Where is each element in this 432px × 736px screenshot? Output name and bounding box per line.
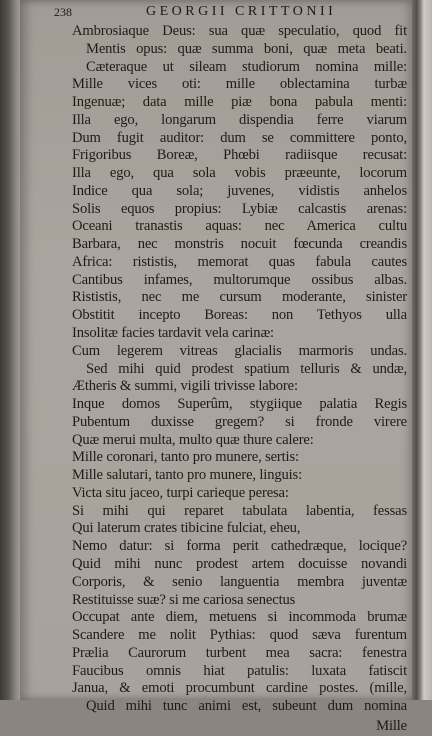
text-line: Inque domos Superûm, stygiique palatia Regis [72, 396, 407, 413]
text-line: Mille coronari, tanto pro munere, sertis: [72, 449, 299, 466]
text-line: Qui laterum crates tibicine fulciat, eheu, [72, 520, 301, 537]
text-line: Occupat ante diem, metuens si incommoda brumæ [72, 609, 407, 626]
poem-text [72, 23, 407, 736]
page [20, 0, 412, 734]
text-line: Sed mihi quid prodest spatium telluris & undæ, [86, 360, 407, 377]
text-line: Mentis opus: quæ summa boni, quæ meta beati. [86, 40, 407, 57]
text-line: Quid mihi tunc animi est, subeunt dum nomina [86, 698, 407, 715]
text-line: Solis equos propius: Lybiæ calcastis arenas: [72, 200, 407, 217]
text-line: Si mihi qui reparet tabulata labentia, fessas [72, 502, 407, 519]
text-line: Indice qua sola; juvenes, vidistis anhelos [72, 182, 407, 199]
text-line: Quid mihi nunc prodest artem docuisse novandi [72, 555, 407, 572]
text-line: Illa ego, longarum dispendia ferre viarum [72, 111, 407, 128]
page-number: 238 [54, 5, 72, 19]
text-line: Insolitæ facies tardavit vela carinæ: [72, 325, 274, 342]
text-line: Barbara, nec monstris nocuit fœcunda creandis [72, 236, 407, 253]
text-line: Janua, & emoti procumbunt cardine postes. (mille, [72, 680, 407, 697]
running-head: GEORGII CRITTONII [146, 4, 337, 19]
text-line: Cantibus infames, multorumque ossibus albas. [72, 271, 407, 288]
text-line: Africa: rististis, memorat quas fabula cautes [72, 253, 407, 270]
text-line: Obstitit incepto Boreas: non Tethyos ulla [72, 307, 407, 324]
catchword: Mille [376, 717, 407, 734]
page-header [54, 4, 414, 22]
text-line: Frigoribus Boreæ, Phœbi radiisque recusat: [72, 147, 407, 164]
text-line: Nemo datur: si forma perit cathedræque, locique? [72, 538, 407, 555]
text-line: Ætheris & summi, vigili trivisse labore: [72, 378, 298, 395]
text-line: Cæteraque ut sileam studiorum nomina mille: [86, 58, 407, 75]
text-line: Victa situ jaceo, turpi carieque peresa: [72, 484, 289, 501]
text-line: Prælia Caurorum turbent mea sacra: fenestra [72, 644, 407, 661]
adjacent-page-edge [416, 0, 432, 700]
text-line: Pubentum duxisse gregem? si fronde virere [72, 413, 407, 430]
text-line: Cum legerem vitreas glacialis marmoris undas. [72, 342, 407, 359]
text-line: Ingenuæ; data mille piæ bona pabula menti: [72, 94, 407, 111]
text-line: Mille vices oti: mille oblectamina turbæ [72, 76, 407, 93]
text-line: Quæ merui multa, multo quæ thure calere: [72, 431, 314, 448]
text-line: Corporis, & senio languentia membra juventæ [72, 573, 407, 590]
text-line: Faucibus omnis hiat patulis: luxata fatiscit [72, 662, 407, 679]
text-line: Rististis, nec me cursum moderante, sinister [72, 289, 407, 306]
text-line: Oceani tranastis aquas: nec America cultu [72, 218, 407, 235]
text-line: Illa ego, qua sola vobis præeunte, locorum [72, 165, 407, 182]
text-line: Mille salutari, tanto pro munere, linguis: [72, 467, 302, 484]
text-line: Dum fugit auditor: dum se committere ponto, [72, 129, 407, 146]
text-line: Restituisse suæ? si me cariosa senectus [72, 591, 296, 608]
text-line: Scandere me nolit Pythias: quod sæva furentum [72, 627, 407, 644]
text-line: Ambrosiaque Deus: sua quæ speculatio, quod fit [72, 23, 407, 39]
